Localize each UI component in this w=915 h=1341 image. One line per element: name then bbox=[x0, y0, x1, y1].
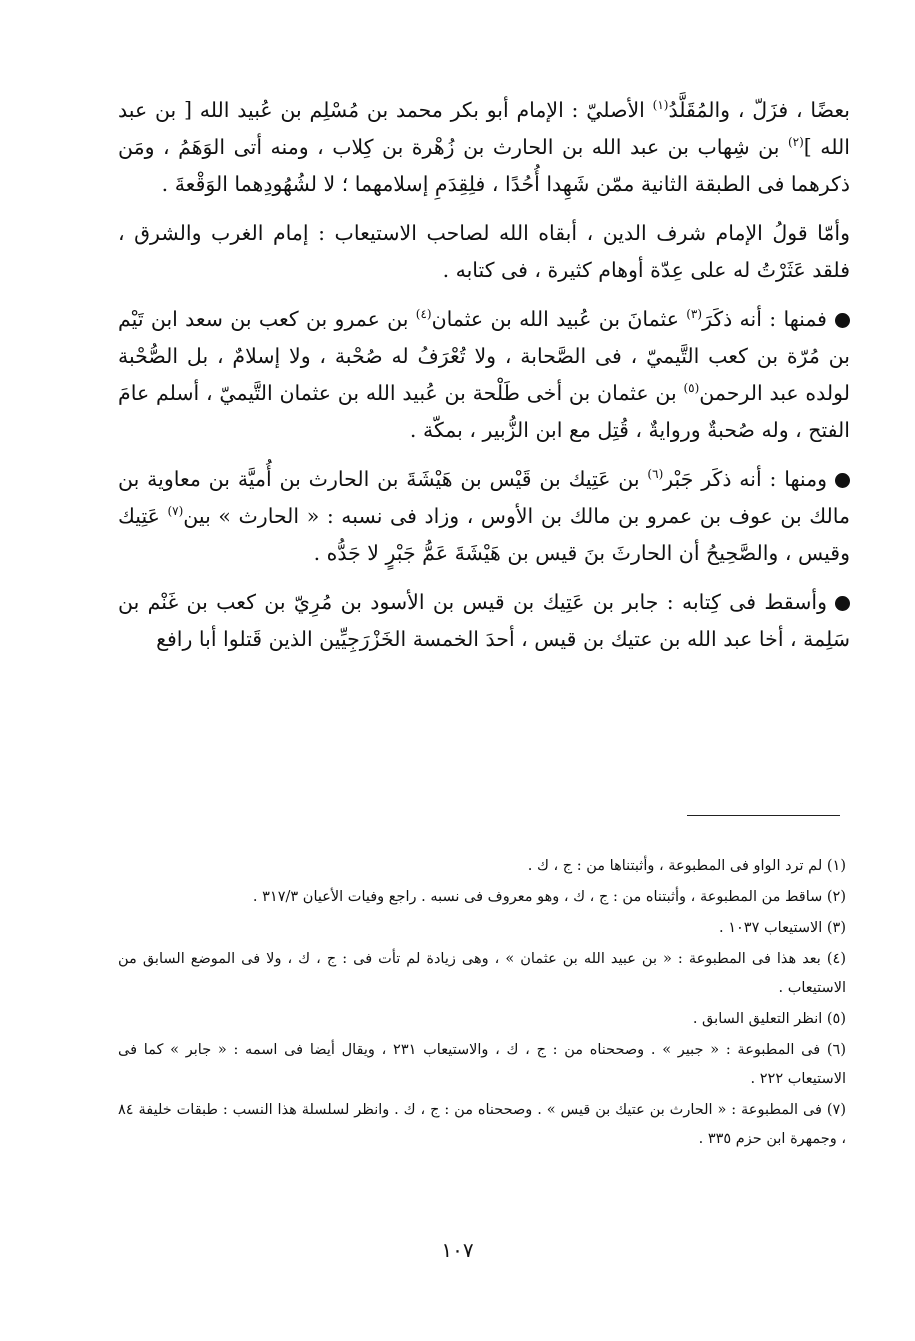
footnote-marker: (٧) bbox=[167, 504, 184, 519]
text-segment: ومنها : أنه ذكَر جَبْر bbox=[663, 467, 827, 491]
bullet-icon bbox=[835, 313, 850, 328]
text-segment: بن شِهاب بن عبد الله بن الحارث بن زُهْرة بن كِلاب ، ومنه أتى الوَهَمُ ، ومَن ذكرهما فى الطبقة الثانية ممّن شَهِدا أُحُدًا ، فلِقِدَمِ إسلامهما ؛ لا لشُهُودِهما الوَقْعةَ . bbox=[118, 135, 850, 196]
footnote-marker: (٦) bbox=[647, 467, 664, 482]
footnote: (٦) فى المطبوعة : « جبير » . وصححناه من : ج ، ك ، والاستيعاب ٢٣١ ، ويقال أيضا فى اسمه : « جابر » كما فى الاستيعاب ٢٢٢ . bbox=[118, 1042, 847, 1087]
main-text bbox=[118, 92, 850, 670]
footnote-marker: (١) bbox=[652, 98, 669, 113]
bullet-icon bbox=[835, 473, 850, 488]
bullet-icon bbox=[835, 596, 850, 611]
footnote: (٣) الاستيعاب ١٠٣٧ . bbox=[719, 920, 846, 936]
paragraph bbox=[118, 301, 850, 449]
text-segment: وأمّا قولُ الإمام شرف الدين ، أبقاه الله لصاحب الاستيعاب : إمام الغرب والشرق ، فلقد عَثَرْتُ له على عِدّة أوهام كثيرة ، فى كتابه . bbox=[118, 221, 850, 282]
paragraph bbox=[118, 461, 850, 572]
footnote-marker: (٣) bbox=[686, 307, 703, 322]
paragraph bbox=[118, 92, 850, 203]
footnote: (٥) انظر التعليق السابق . bbox=[692, 1011, 846, 1027]
text-segment: بن عثمان بن أخى طَلْحة بن عُبيد الله بن عثمان التَّيميّ ، أسلم عامَ الفتح ، وله صُحبةٌ وروايةٌ ، قُتِل مع ابن الزُّبير ، بمكّة . bbox=[118, 381, 850, 442]
text-segment: وأسقط فى كِتابه : جابر بن عَتِيك بن قيس بن الأسود بن مُرِيّ بن كعب بن غَنْم بن سَلِمة ، أخا عبد الله بن عتيك بن قيس ، أحدَ الخمسة الخَزْرَجِيِّين الذين قَتلوا أبا رافع bbox=[118, 590, 850, 651]
footnote-marker: (٤) bbox=[415, 307, 432, 322]
text-segment: فمنها : أنه ذكَرَ bbox=[702, 307, 827, 331]
text-segment: بعضًا ، فزَلّ ، والمُقَلَّدُ bbox=[668, 98, 850, 122]
footnote: (٧) فى المطبوعة : « الحارث بن عتيك بن قيس » . وصححناه من : ج ، ك . وانظر لسلسلة هذا النسب : طبقات خليفة ٨٤ ، وجمهرة ابن حزم ٣٣٥ . bbox=[118, 1102, 846, 1147]
footnote-separator bbox=[687, 815, 840, 816]
footnote: (١) لم ترد الواو فى المطبوعة ، وأثبتناها من : ج ، ك . bbox=[527, 858, 846, 874]
footnote: (٤) بعد هذا فى المطبوعة : « بن عبيد الله بن عثمان » ، وهى زيادة لم تأت فى : ج ، ك ، ولا فى الموضع السابق من الاستيعاب . bbox=[118, 951, 846, 996]
footnote-marker: (٢) bbox=[787, 135, 804, 150]
text-segment: عَتِيك وقيس ، والصَّحِيحُ أن الحارثَ بنَ قيس بن هَيْشَةَ عَمُّ جَبْرٍ لا جَدُّه . bbox=[118, 504, 850, 565]
text-segment: عثمانَ بن عُبيد الله بن عثمان bbox=[431, 307, 687, 331]
paragraph bbox=[118, 215, 850, 289]
footnote: (٢) ساقط من المطبوعة ، وأثبتناه من : ج ، ك ، وهو معروف فى نسبه . راجع وفيات الأعيان ٣١٧/٣ . bbox=[252, 889, 846, 905]
text-segment: الأصليّ : الإمام أبو بكر محمد بن مُسْلِم بن عُبيد الله [ بن عبد الله ] bbox=[118, 98, 850, 159]
paragraph bbox=[118, 584, 850, 658]
page-number: ١٠٧ bbox=[441, 1238, 474, 1262]
footnotes bbox=[118, 852, 846, 1156]
footnote-marker: (٥) bbox=[683, 381, 700, 396]
text-segment: بن عَتِيك بن قَيْس بن هَيْشَةَ بن الحارث بن أُميَّة بن معاوية بن مالك بن عوف بن عمرو بن مالك بن الأوس ، وزاد فى نسبه : « الحارث » بين bbox=[118, 467, 850, 528]
text-segment: بن عمرو بن كعب بن سعد ابن تَيْم بن مُرّة بن كعب التَّيميّ ، فى الصَّحابة ، ولا تُعْرَفُ له صُحْبة ، ولا إسلامٌ ، بل الصُّحْبة لولده عبد الرحمن bbox=[118, 307, 850, 405]
